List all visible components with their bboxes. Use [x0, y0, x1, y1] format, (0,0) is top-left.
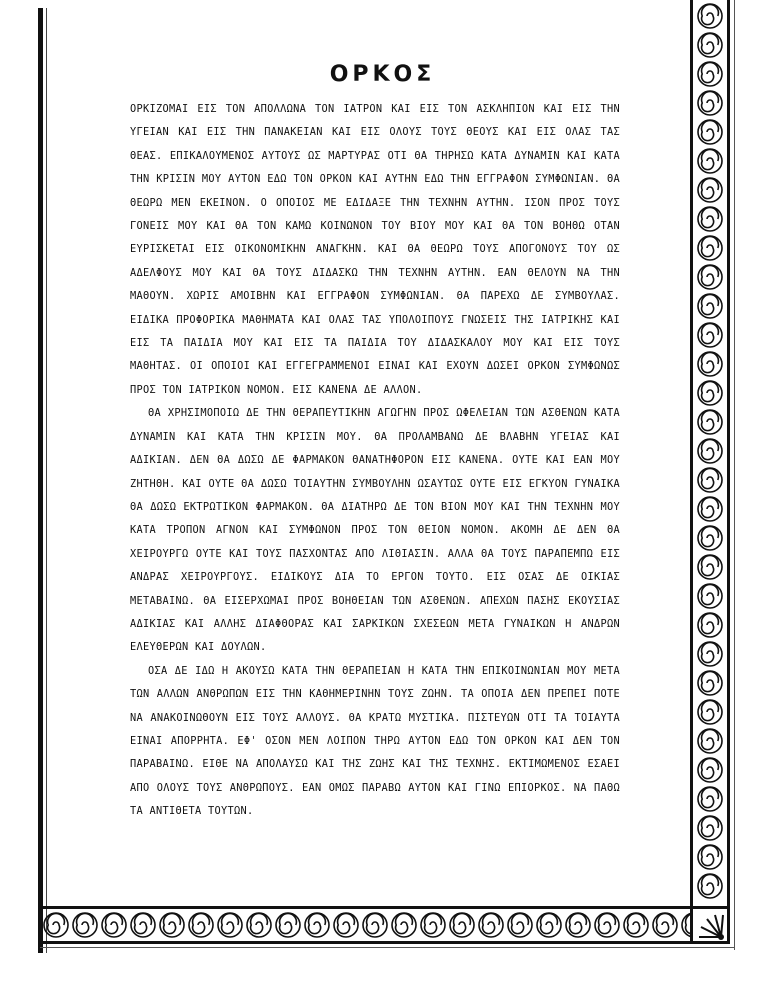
spiral-ornament-icon — [73, 913, 97, 937]
spiral-ornament-icon — [698, 845, 722, 869]
spiral-ornament-icon — [698, 4, 722, 28]
spiral-ornament-icon — [160, 913, 184, 937]
spiral-ornament-icon — [698, 468, 722, 492]
spiral-ornament-icon — [305, 913, 329, 937]
spiral-ornament-icon — [421, 913, 445, 937]
spiral-ornament-icon — [334, 913, 358, 937]
spiral-ornament-icon — [698, 236, 722, 260]
spiral-ornament-icon — [537, 913, 561, 937]
spiral-ornament-icon — [698, 410, 722, 434]
outer-right-line — [734, 0, 735, 950]
spiral-ornament-icon — [698, 91, 722, 115]
right-ornamental-border — [690, 0, 730, 906]
right-ornament-pattern — [693, 0, 727, 906]
spiral-ornament-icon — [698, 381, 722, 405]
spiral-ornament-icon — [276, 913, 300, 937]
spiral-ornament-icon — [450, 913, 474, 937]
spiral-ornament-icon — [566, 913, 590, 937]
oath-paragraph-1: ΟΡΚΙΖΟΜΑΙ ΕΙΣ ΤΟΝ ΑΠΟΛΛΩΝΑ ΤΟΝ ΙΑΤΡΟΝ ΚΑΙ ΕΙΣ ΤΟΝ ΑΣΚΛΗΠΙΟΝ ΚΑΙ ΕΙΣ ΤΗΝ ΥΓΕΙΑΝ ΚΑΙ ΕΙΣ ΤΗΝ ΠΑΝΑΚΕΙΑΝ ΚΑΙ ΕΙΣ ΟΛΟΥΣ ΤΟΥΣ ΘΕΟΥΣ ΚΑΙ ΕΙΣ ΟΛΑΣ ΤΑΣ ΘΕΑΣ. ΕΠΙΚΑΛΟΥΜΕΝΟΣ ΑΥΤΟΥΣ ΩΣ ΜΑΡΤΥΡΑΣ ΟΤΙ ΘΑ ΤΗΡΗΣΩ ΚΑΤΑ ΔΥΝΑΜΙΝ ΚΑΙ ΚΑΤΑ ΤΗΝ ΚΡΙΣΙΝ ΜΟΥ ΑΥΤΟΝ ΕΔΩ ΤΟΝ ΟΡΚΟΝ ΚΑΙ ΑΥΤΗΝ ΕΔΩ ΤΗΝ ΕΓΓΡΑΦΟΝ ΣΥΜΦΩΝΙΑΝ. ΘΑ ΘΕΩΡΩ ΜΕΝ ΕΚΕΙΝΟΝ. Ο ΟΠΟΙΟΣ ΜΕ ΕΔΙΔΑΞΕ ΤΗΝ ΤΕΧΝΗΝ ΑΥΤΗΝ. ΙΣΟΝ ΠΡΟΣ ΤΟΥΣ ΓΟΝΕΙΣ ΜΟΥ ΚΑΙ ΘΑ ΤΟΝ ΚΑΜΩ ΚΟΙΝΩΝΟΝ ΤΟΥ ΒΙΟΥ ΜΟΥ ΚΑΙ ΘΑ ΤΟΝ ΒΟΗΘΩ ΟΤΑΝ ΕΥΡΙΣΚΕΤΑΙ ΕΙΣ ΟΙΚΟΝΟΜΙΚΗΝ ΑΝΑΓΚΗΝ. ΚΑΙ ΘΑ ΘΕΩΡΩ ΤΟΥΣ ΑΠΟΓΟΝΟΥΣ ΤΟΥ ΩΣ ΑΔΕΛΦΟΥΣ ΜΟΥ ΚΑΙ ΘΑ ΤΟΥΣ ΔΙΔΑΣΚΩ ΤΗΝ ΤΕΧΝΗΝ ΑΥΤΗΝ. ΕΑΝ ΘΕΛΟΥΝ ΝΑ ΤΗΝ ΜΑΘΟΥΝ. ΧΩΡΙΣ ΑΜΟΙΒΗΝ ΚΑΙ ΕΓΓΡΑΦΟΝ ΣΥΜΦΩΝΙΑΝ. ΘΑ ΠΑΡΕΧΩ ΔΕ ΣΥΜΒΟΥΛΑΣ. ΕΙΔΙΚΑ ΠΡΟΦΟΡΙΚΑ ΜΑΘΗΜΑΤΑ ΚΑΙ ΟΛΑΣ ΤΑΣ ΥΠΟΛΟΙΠΟΥΣ ΓΝΩΣΕΙΣ ΤΗΣ ΙΑΤΡΙΚΗΣ ΚΑΙ ΕΙΣ ΤΑ ΠΑΙΔΙΑ ΜΟΥ ΚΑΙ ΕΙΣ ΤΑ ΠΑΙΔΙΑ ΤΟΥ ΔΙΔΑΣΚΑΛΟΥ ΜΟΥ ΚΑΙ ΕΙΣ ΤΟΥΣ ΜΑΘΗΤΑΣ. ΟΙ ΟΠΟΙΟΙ ΚΑΙ ΕΓΓΕΓΡΑΜΜΕΝΟΙ ΕΙΝΑΙ ΚΑΙ ΕΧΟΥΝ ΔΩΣΕΙ ΟΡΚΟΝ ΣΥΜΦΩΝΩΣ ΠΡΟΣ ΤΟΝ ΙΑΤΡΙΚΟΝ ΝΟΜΟΝ. ΕΙΣ ΚΑΝΕΝΑ ΔΕ ΑΛΛΟΝ. — [130, 103, 620, 396]
spiral-ornament-icon — [218, 913, 242, 937]
spiral-ornament-icon — [698, 33, 722, 57]
bottom-ornamental-border — [40, 906, 730, 944]
spiral-ornament-icon — [102, 913, 126, 937]
left-border-rule — [38, 8, 43, 953]
oath-text — [130, 98, 620, 824]
spiral-ornament-icon — [698, 584, 722, 608]
spiral-ornament-icon — [698, 352, 722, 376]
spiral-ornament-icon — [698, 120, 722, 144]
spiral-ornament-icon — [698, 207, 722, 231]
spiral-ornament-icon — [698, 642, 722, 666]
spiral-ornament-icon — [698, 671, 722, 695]
spiral-ornament-icon — [698, 497, 722, 521]
spiral-ornament-icon — [698, 294, 722, 318]
spiral-ornament-icon — [698, 439, 722, 463]
spiral-ornament-icon — [698, 526, 722, 550]
spiral-ornament-icon — [698, 758, 722, 782]
oath-paragraph-3: ΟΣΑ ΔΕ ΙΔΩ Η ΑΚΟΥΣΩ ΚΑΤΑ ΤΗΝ ΘΕΡΑΠΕΙΑΝ Η ΚΑΤΑ ΤΗΝ ΕΠΙΚΟΙΝΩΝΙΑΝ ΜΟΥ ΜΕΤΑ ΤΩΝ ΑΛΛΩΝ ΑΝΘΡΩΠΩΝ ΕΙΣ ΤΗΝ ΚΑΘΗΜΕΡΙΝΗΝ ΤΟΥΣ ΖΩΗΝ. ΤΑ ΟΠΟΙΑ ΔΕΝ ΠΡΕΠΕΙ ΠΟΤΕ ΝΑ ΑΝΑΚΟΙΝΩΘΟΥΝ ΕΙΣ ΤΟΥΣ ΑΛΛΟΥΣ. ΘΑ ΚΡΑΤΩ ΜΥΣΤΙΚΑ. ΠΙΣΤΕΥΩΝ ΟΤΙ ΤΑ ΤΟΙΑΥΤΑ ΕΙΝΑΙ ΑΠΟΡΡΗΤΑ. ΕΦ' ΟΣΟΝ ΜΕΝ ΛΟΙΠΟΝ ΤΗΡΩ ΑΥΤΟΝ ΕΔΩ ΤΟΝ ΟΡΚΟΝ ΚΑΙ ΔΕΝ ΤΟΝ ΠΑΡΑΒΑΙΝΩ. ΕΙΘΕ ΝΑ ΑΠΟΛΑΥΣΩ ΚΑΙ ΤΗΣ ΖΩΗΣ ΚΑΙ ΤΗΣ ΤΕΧΝΗΣ. ΕΚΤΙΜΩΜΕΝΟΣ ΕΣΑΕΙ ΑΠΟ ΟΛΟΥΣ ΤΟΥΣ ΑΝΘΡΩΠΟΥΣ. ΕΑΝ ΟΜΩΣ ΠΑΡΑΒΩ ΑΥΤΟΝ ΚΑΙ ΓΙΝΩ ΕΠΙΟΡΚΟΣ. ΝΑ ΠΑΘΩ ΤΑ ΑΝΤΙΘΕΤΑ ΤΟΥΤΩΝ. — [130, 664, 620, 818]
spiral-ornament-icon — [508, 913, 532, 937]
spiral-ornament-icon — [595, 913, 619, 937]
spiral-ornament-icon — [698, 265, 722, 289]
outer-bottom-line — [40, 947, 734, 948]
left-border-thin-rule — [46, 8, 47, 953]
spiral-ornament-icon — [698, 178, 722, 202]
spiral-ornament-icon — [363, 913, 387, 937]
spiral-ornament-icon — [189, 913, 213, 937]
spiral-ornament-icon — [624, 913, 648, 937]
bottom-ornament-pattern — [40, 909, 730, 941]
spiral-ornament-icon — [698, 729, 722, 753]
spiral-ornament-icon — [479, 913, 503, 937]
spiral-ornament-icon — [653, 913, 677, 937]
spiral-ornament-icon — [247, 913, 271, 937]
spiral-ornament-icon — [131, 913, 155, 937]
spiral-ornament-icon — [392, 913, 416, 937]
corner-ornament — [690, 906, 730, 944]
spiral-ornament-icon — [698, 613, 722, 637]
spiral-ornament-icon — [698, 874, 722, 898]
spiral-ornament-icon — [698, 323, 722, 347]
spiral-ornament-icon — [44, 913, 68, 937]
page-title: ΟΡΚΟΣ — [329, 62, 436, 87]
spiral-ornament-icon — [698, 700, 722, 724]
oath-paragraph-2: ΘΑ ΧΡΗΣΙΜΟΠΟΙΩ ΔΕ ΤΗΝ ΘΕΡΑΠΕΥΤΙΚΗΝ ΑΓΩΓΗΝ ΠΡΟΣ ΩΦΕΛΕΙΑΝ ΤΩΝ ΑΣΘΕΝΩΝ ΚΑΤΑ ΔΥΝΑΜΙΝ ΚΑΙ ΚΑΤΑ ΤΗΝ ΚΡΙΣΙΝ ΜΟΥ. ΘΑ ΠΡΟΛΑΜΒΑΝΩ ΔΕ ΒΛΑΒΗΝ ΥΓΕΙΑΣ ΚΑΙ ΑΔΙΚΙΑΝ. ΔΕΝ ΘΑ ΔΩΣΩ ΔΕ ΦΑΡΜΑΚΟΝ ΘΑΝΑΤΗΦΟΡΟΝ ΕΙΣ ΚΑΝΕΝΑ. ΟΥΤΕ ΚΑΙ ΕΑΝ ΜΟΥ ΖΗΤΗΘΗ. ΚΑΙ ΟΥΤΕ ΘΑ ΔΩΣΩ ΤΟΙΑΥΤΗΝ ΣΥΜΒΟΥΛΗΝ ΩΣΑΥΤΩΣ ΟΥΤΕ ΕΙΣ ΕΓΚΥΟΝ ΓΥΝΑΙΚΑ ΘΑ ΔΩΣΩ ΕΚΤΡΩΤΙΚΟΝ ΦΑΡΜΑΚΟΝ. ΘΑ ΔΙΑΤΗΡΩ ΔΕ ΤΟΝ ΒΙΟΝ ΜΟΥ ΚΑΙ ΤΗΝ ΤΕΧΝΗΝ ΜΟΥ ΚΑΤΑ ΤΡΟΠΟΝ ΑΓΝΟΝ ΚΑΙ ΣΥΜΦΩΝΟΝ ΠΡΟΣ ΤΟΝ ΘΕΙΟΝ ΝΟΜΟΝ. ΑΚΟΜΗ ΔΕ ΔΕΝ ΘΑ ΧΕΙΡΟΥΡΓΩ ΟΥΤΕ ΚΑΙ ΤΟΥΣ ΠΑΣΧΟΝΤΑΣ ΑΠΟ ΛΙΘΙΑΣΙΝ. ΑΛΛΑ ΘΑ ΤΟΥΣ ΠΑΡΑΠΕΜΠΩ ΕΙΣ ΑΝΔΡΑΣ ΧΕΙΡΟΥΡΓΟΥΣ. ΕΙΔΙΚΟΥΣ ΔΙΑ ΤΟ ΕΡΓΟΝ ΤΟΥΤΟ. ΕΙΣ ΟΣΑΣ ΔΕ ΟΙΚΙΑΣ ΜΕΤΑΒΑΙΝΩ. ΘΑ ΕΙΣΕΡΧΩΜΑΙ ΠΡΟΣ ΒΟΗΘΕΙΑΝ ΤΩΝ ΑΣΘΕΝΩΝ. ΑΠΕΧΩΝ ΠΑΣΗΣ ΕΚΟΥΣΙΑΣ ΑΔΙΚΙΑΣ ΚΑΙ ΑΛΛΗΣ ΔΙΑΦΘΟΡΑΣ ΚΑΙ ΣΑΡΚΙΚΩΝ ΣΧΕΣΕΩΝ ΜΕΤΑ ΓΥΝΑΙΚΩΝ Η ΑΝΔΡΩΝ ΕΛΕΥΘΕΡΩΝ ΚΑΙ ΔΟΥΛΩΝ. — [130, 407, 620, 654]
spiral-ornament-icon — [698, 816, 722, 840]
corner-fan-icon — [693, 909, 727, 941]
spiral-ornament-icon — [698, 787, 722, 811]
spiral-ornament-icon — [698, 555, 722, 579]
spiral-ornament-icon — [698, 149, 722, 173]
